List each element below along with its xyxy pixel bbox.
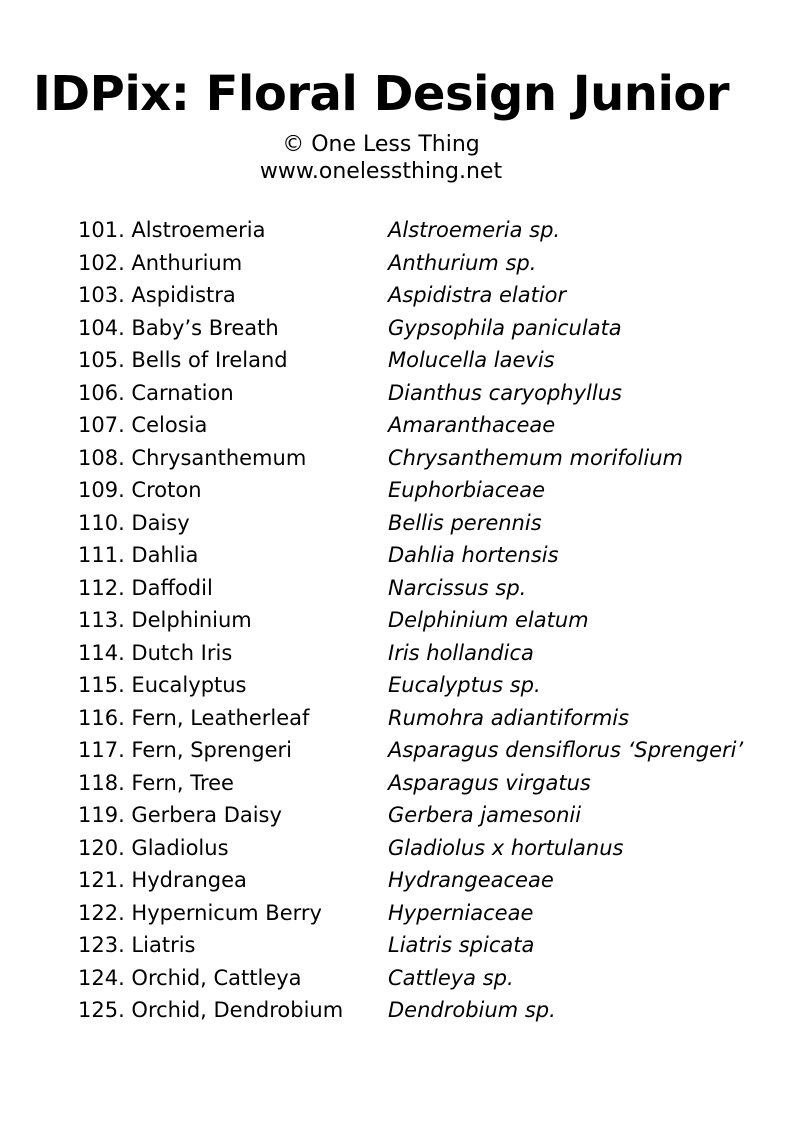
common-name: 122. Hypernicum Berry [78, 900, 322, 925]
common-name: 115. Eucalyptus [78, 673, 247, 697]
scientific-name: Rumohra adiantiformis [388, 705, 630, 730]
common-name: 116. Fern, Leatherleaf [78, 705, 310, 730]
common-name: 102. Anthurium [78, 250, 243, 275]
scientific-name: Hydrangeaceae [388, 868, 554, 892]
list-item [78, 539, 778, 572]
common-name: 108. Chrysanthemum [78, 445, 307, 470]
common-name: 105. Bells of Ireland [78, 348, 288, 372]
website-url: www.onelessthing.net [259, 159, 503, 184]
common-name: 111. Dahlia [78, 543, 199, 567]
scientific-name: Liatris spicata [388, 933, 535, 957]
list-item [78, 832, 778, 865]
common-name: 107. Celosia [78, 413, 208, 437]
list-item [78, 214, 778, 247]
page-title: IDPix: Floral Design Junior [32, 66, 730, 122]
common-name: 117. Fern, Sprengeri [78, 738, 292, 762]
list-item [78, 279, 778, 312]
scientific-name: Gladiolus x hortulanus [388, 835, 624, 860]
scientific-name: Molucella laevis [388, 348, 555, 372]
scientific-name: Hyperniaceae [388, 900, 534, 925]
scientific-name: Dianthus caryophyllus [388, 380, 622, 405]
scientific-name: Delphinium elatum [388, 608, 589, 632]
scientific-name: Eucalyptus sp. [388, 673, 541, 697]
scientific-name: Bellis perennis [388, 510, 542, 535]
scientific-name: Dendrobium sp. [388, 998, 556, 1022]
scientific-name: Dahlia hortensis [388, 543, 559, 567]
list-item [78, 247, 778, 280]
scientific-name: Aspidistra elatior [388, 283, 567, 307]
common-name: 120. Gladiolus [78, 835, 229, 860]
list-item [78, 312, 778, 345]
common-name: 113. Delphinium [78, 608, 252, 632]
scientific-name: Cattleya sp. [388, 965, 514, 990]
scientific-name: Iris hollandica [388, 640, 534, 665]
common-name: 109. Croton [78, 478, 202, 502]
list-item [78, 572, 778, 605]
list-item [78, 994, 778, 1027]
common-name: 125. Orchid, Dendrobium [78, 998, 344, 1022]
scientific-name: Alstroemeria sp. [388, 218, 561, 242]
scientific-name: Narcissus sp. [388, 575, 527, 600]
list-item [78, 864, 778, 897]
common-name: 124. Orchid, Cattleya [78, 965, 302, 990]
list-item [78, 962, 778, 995]
list-item [78, 344, 778, 377]
list-item [78, 702, 778, 735]
scientific-name: Euphorbiaceae [388, 478, 545, 502]
list-item [78, 767, 778, 800]
scientific-name: Amaranthaceae [388, 413, 556, 437]
list-item [78, 799, 778, 832]
list-item [78, 507, 778, 540]
plant-list [78, 214, 778, 1027]
list-item [78, 377, 778, 410]
scientific-name: Asparagus virgatus [388, 770, 591, 795]
list-item [78, 929, 778, 962]
common-name: 110. Daisy [78, 510, 190, 535]
common-name: 101. Alstroemeria [78, 218, 266, 242]
list-item [78, 474, 778, 507]
common-name: 106. Carnation [78, 380, 234, 405]
scientific-name: Asparagus densiflorus ‘Sprengeri’ [388, 738, 744, 762]
list-item [78, 409, 778, 442]
list-item [78, 637, 778, 670]
scientific-name: Anthurium sp. [388, 250, 537, 275]
common-name: 103. Aspidistra [78, 283, 236, 307]
list-item [78, 897, 778, 930]
common-name: 112. Daffodil [78, 575, 213, 600]
list-item [78, 604, 778, 637]
common-name: 104. Baby’s Breath [78, 315, 279, 340]
copyright-notice: © One Less Thing [282, 132, 480, 157]
list-item [78, 734, 778, 767]
common-name: 123. Liatris [78, 933, 196, 957]
list-item [78, 442, 778, 475]
list-item [78, 669, 778, 702]
common-name: 119. Gerbera Daisy [78, 803, 282, 827]
scientific-name: Gerbera jamesonii [388, 803, 582, 827]
common-name: 121. Hydrangea [78, 868, 247, 892]
scientific-name: Chrysanthemum morifolium [388, 445, 683, 470]
common-name: 114. Dutch Iris [78, 640, 233, 665]
common-name: 118. Fern, Tree [78, 770, 234, 795]
scientific-name: Gypsophila paniculata [388, 315, 622, 340]
